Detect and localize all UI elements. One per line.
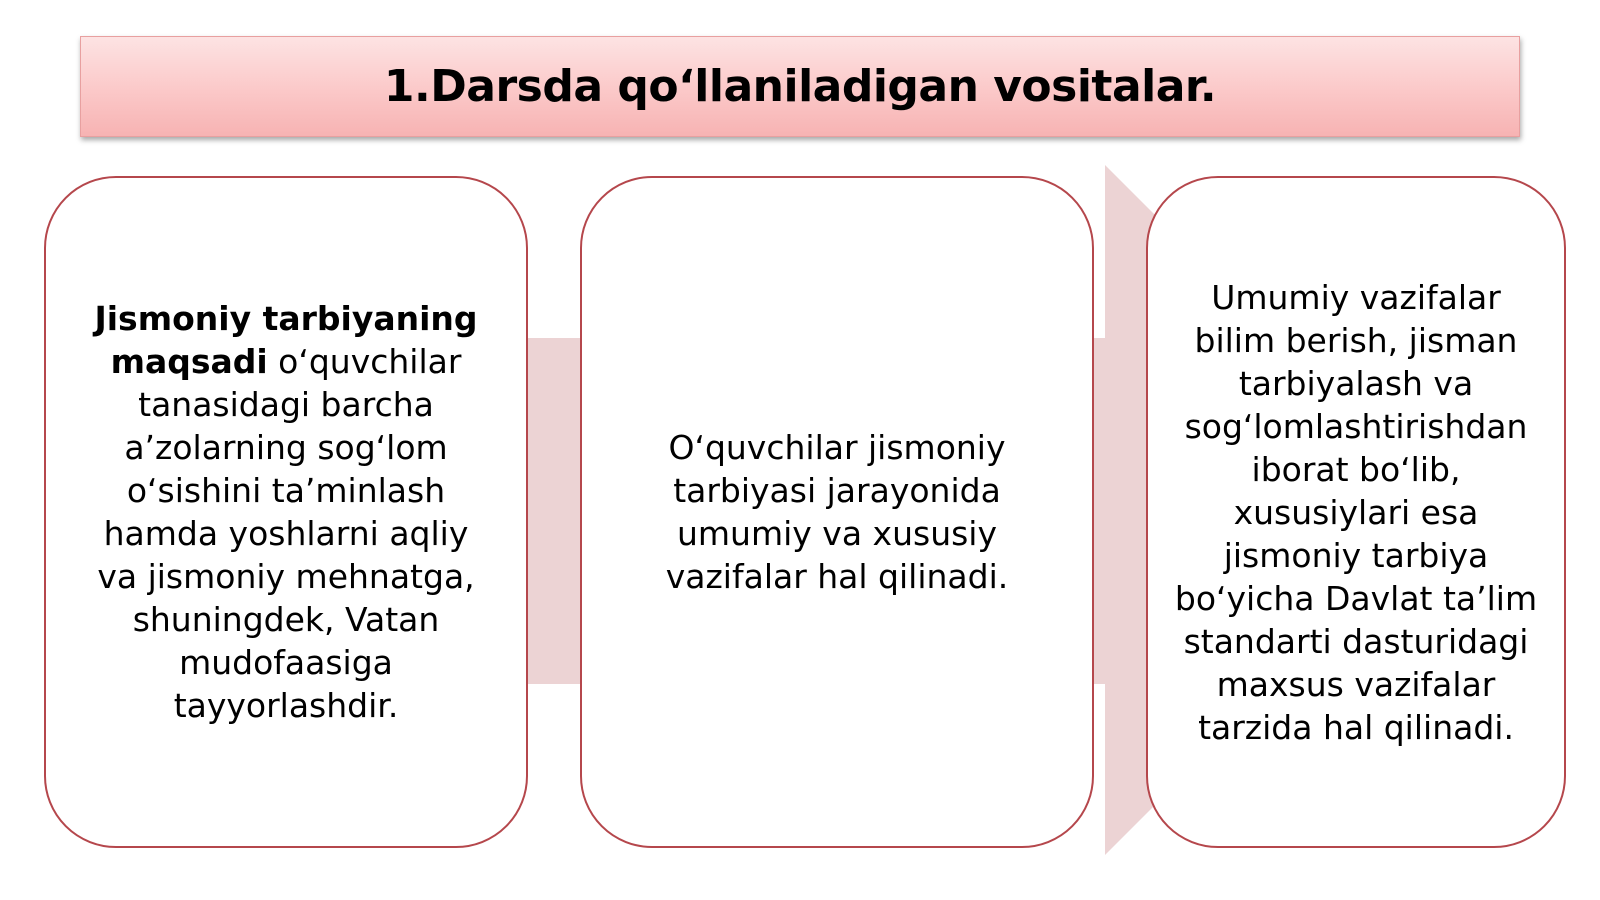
card-general-tasks-text: Umumiy vazifalar bilim berish, jisman tarbiyalash va sog‘lomlashtirishdan iborat bo‘lib, xususiylari esa jismoniy tarbiya bo‘yicha Davlat ta’lim standarti dasturidagi maxsus vazifalar tarzida hal qilinadi. <box>1174 277 1538 747</box>
card-goal-bold-text: Jismoniy tarbiyaning maqsadi <box>94 299 478 381</box>
slide-title: 1.Darsda qo‘llaniladigan vositalar. <box>383 61 1217 112</box>
title-banner <box>80 36 1520 137</box>
card-tasks-text: O‘quvchilar jismoniy tarbiyasi jarayonida umumiy va xususiy vazifalar hal qilinadi. <box>665 428 1009 596</box>
card-goal <box>44 176 528 848</box>
card-goal-text <box>81 297 491 727</box>
card-general-tasks <box>1146 176 1566 848</box>
card-goal-body-text: o‘quvchilar tanasidagi barcha a’zolarning sog‘lom o‘sishini ta’minlash hamda yoshlarni aqliy va jismoniy mehnatga, shuningdek, Vatan mudofaasiga tayyorlashdir. <box>97 342 475 725</box>
card-tasks <box>580 176 1094 848</box>
